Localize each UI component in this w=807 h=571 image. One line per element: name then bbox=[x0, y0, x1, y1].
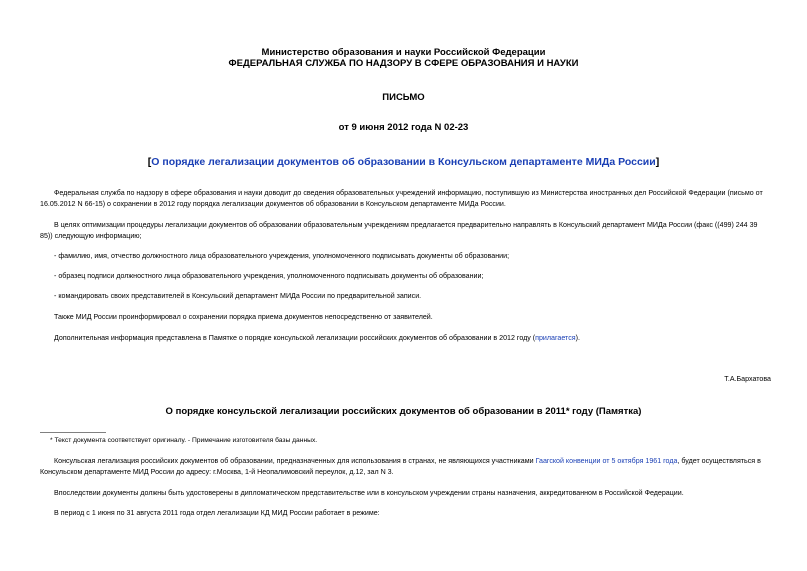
doc-type-heading: ПИСЬМО bbox=[382, 92, 425, 103]
memo-paragraph-1-end: , будет осуществляться в Консульском департаменте МИД России до адресу: г.Москва, 1-й Неопалимовский переулок, д.12, зал N 3. bbox=[40, 457, 761, 476]
memo-paragraph-1 bbox=[40, 456, 770, 478]
footnote: * Текст документа соответствует оригиналу. - Примечание изготовителя базы данных. bbox=[50, 437, 318, 444]
title-link[interactable]: О порядке легализации документов об образовании в Консульском департаменте МИДа России bbox=[151, 156, 656, 168]
paragraph-1: Федеральная служба по надзору в сфере образования и науки доводит до сведения образовательных учреждений информацию, поступившую из Министерства иностранных дел Российской Федерации (письмо от 16.05.2012 N 66-15) о сохранении в 2012 году порядка легализации документов об образовании в Консульском департаменте МИДа России. bbox=[40, 189, 763, 208]
service-heading: ФЕДЕРАЛЬНАЯ СЛУЖБА ПО НАДЗОРУ В СФЕРЕ ОБРАЗОВАНИЯ И НАУКИ bbox=[228, 58, 579, 69]
memo-title: О порядке консульской легализации российских документов об образовании в 2011* году (Памятка) bbox=[165, 406, 642, 417]
memo-paragraph-2: Впоследствии документы должны быть удостоверены в дипломатическом представительстве или в консульском учреждении страны назначения, аккредитованном в Российской Федерации. bbox=[54, 489, 684, 497]
date-line: от 9 июня 2012 года N 02-23 bbox=[338, 122, 469, 133]
signature: Т.А.Бархатова bbox=[724, 375, 771, 383]
paragraph-4-end: ). bbox=[575, 334, 580, 342]
paragraph-3: Также МИД России проинформировал о сохранении порядка приема документов непосредственно от заявителей. bbox=[54, 313, 433, 321]
title-open-bracket: [ bbox=[147, 156, 152, 168]
document-title bbox=[0, 156, 807, 168]
appendix-link[interactable]: прилагается bbox=[535, 334, 576, 342]
list-item: - образец подписи должностного лица образовательного учреждения, уполномоченного подписывать документы об образовании; bbox=[54, 272, 484, 280]
hague-convention-link[interactable]: Гаагской конвенции от 5 октября 1961 года bbox=[535, 457, 678, 465]
paragraph-4 bbox=[40, 333, 770, 344]
memo-paragraph-3: В период с 1 июня по 31 августа 2011 года отдел легализации КД МИД России работает в режиме: bbox=[54, 509, 380, 517]
list-item: - командировать своих представителей в Консульский департамент МИДа России по предварительной записи. bbox=[54, 292, 422, 300]
list-item: - фамилию, имя, отчество должностного лица образовательного учреждения, уполномоченного подписывать документы об образовании; bbox=[54, 252, 510, 260]
paragraph-2: В целях оптимизации процедуры легализации документов об образовании образовательным учреждениям предлагается предварительно направлять в Консульский департамент МИДа России (факс ((499) 244 39 85)) следующую информацию; bbox=[40, 221, 758, 240]
paragraph-4-text: Дополнительная информация представлена в Памятке о порядке консульской легализации российских документов об образовании в 2012 году ( bbox=[54, 334, 536, 342]
title-close-bracket: ] bbox=[655, 156, 660, 168]
footnote-divider bbox=[40, 432, 106, 433]
ministry-heading: Министерство образования и науки Российской Федерации bbox=[261, 47, 546, 58]
memo-paragraph-1-text: Консульская легализация российских документов об образовании, предназначенных для использования в странах, не являющихся участниками bbox=[54, 457, 536, 465]
